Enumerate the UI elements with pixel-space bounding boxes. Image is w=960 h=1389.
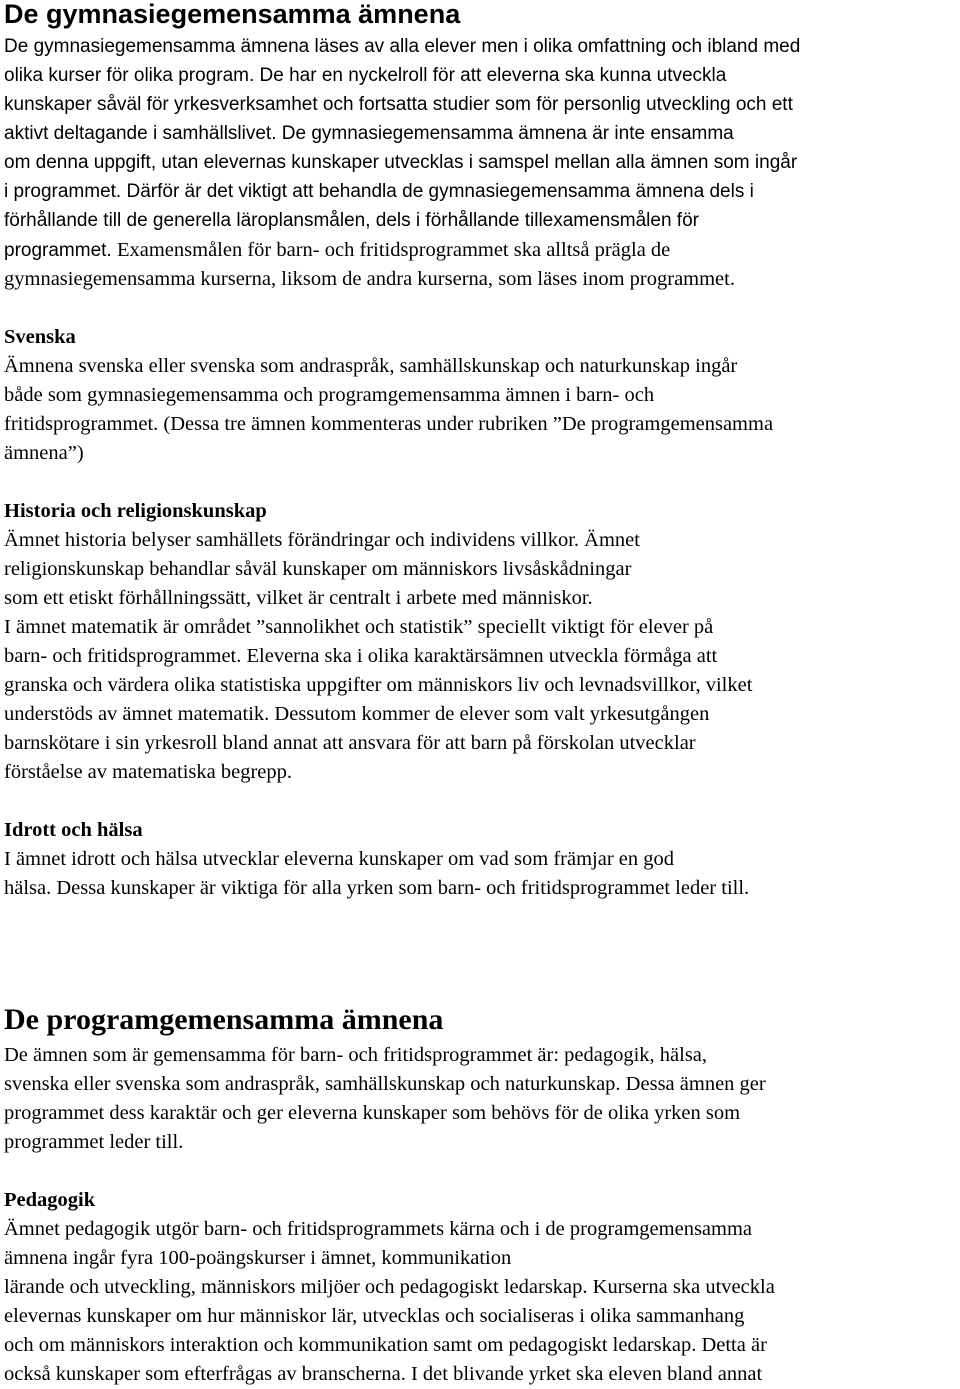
paragraph-line: I ämnet matematik är området ”sannolikhet och statistik” speciellt viktigt för elever på (4, 616, 714, 638)
paragraph-line: som ett etiskt förhållningssätt, vilket är centralt i arbete med människor. (4, 587, 593, 609)
paragraph-line: ämnena ingår fyra 100-poängskurser i ämnet, kommunikation (4, 1247, 512, 1269)
paragraph-line: i programmet. Därför är det viktigt att behandla de gymnasiegemensamma ämnena dels i (4, 181, 754, 202)
paragraph-line: barnskötare i sin yrkesroll bland annat att ansvara för att barn på förskolan utvecklar (4, 732, 696, 754)
paragraph-line: De ämnen som är gemensamma för barn- och fritidsprogrammet är: pedagogik, hälsa, (4, 1044, 708, 1066)
heading-svenska: Svenska (4, 326, 76, 348)
heading-historia: Historia och religionskunskap (4, 500, 267, 522)
paragraph-line: ämnena”) (4, 442, 84, 464)
paragraph-line: granska och värdera olika statistiska uppgifter om människors liv och levnadsvillkor, vilket (4, 674, 753, 696)
paragraph-line: svenska eller svenska som andraspråk, samhällskunskap och naturkunskap. Dessa ämnen ger (4, 1073, 766, 1095)
paragraph-line: barn- och fritidsprogrammet. Eleverna ska i olika karaktärsämnen utveckla förmåga att (4, 645, 718, 667)
paragraph-line (4, 240, 670, 261)
paragraph-line: Ämnena svenska eller svenska som andraspråk, samhällskunskap och naturkunskap ingår (4, 355, 738, 377)
paragraph-line: olika kurser för olika program. De har en nyckelroll för att eleverna ska kunna utveckla (4, 65, 727, 86)
paragraph-line: Ämnet pedagogik utgör barn- och fritidsprogrammets kärna och i de programgemensamma (4, 1218, 753, 1240)
paragraph-line: och om människors interaktion och kommunikation samt om pedagogiskt ledarskap. Detta är (4, 1334, 767, 1356)
paragraph-line: aktivt deltagande i samhällslivet. De gymnasiegemensamma ämnena är inte ensamma (4, 123, 734, 144)
paragraph-line: gymnasiegemensamma kurserna, liksom de andra kurserna, som läses inom programmet. (4, 268, 735, 290)
paragraph-line: både som gymnasiegemensamma och programgemensamma ämnen i barn- och (4, 384, 655, 406)
paragraph-line: fritidsprogrammet. (Dessa tre ämnen kommenteras under rubriken ”De programgemensamma (4, 413, 774, 435)
paragraph-line: kunskaper såväl för yrkesverksamhet och fortsatta studier som för personlig utveckling och ett (4, 94, 793, 115)
heading-idrott: Idrott och hälsa (4, 819, 143, 841)
heading-programgemensamma: De programgemensamma ämnena (4, 1003, 444, 1036)
paragraph-line: programmet leder till. (4, 1131, 184, 1153)
paragraph-line: också kunskaper som efterfrågas av branscherna. I det blivande yrket ska eleven bland annat (4, 1363, 763, 1385)
heading-pedagogik: Pedagogik (4, 1189, 96, 1211)
paragraph-line: Ämnet historia belyser samhällets förändringar och individens villkor. Ämnet (4, 529, 640, 551)
paragraph-line: I ämnet idrott och hälsa utvecklar eleverna kunskaper om vad som främjar en god (4, 848, 674, 870)
paragraph-fragment-serif: Examensmålen för barn- och fritidsprogrammet ska alltså prägla de (116, 239, 671, 261)
paragraph-line: elevernas kunskaper om hur människor lär, utvecklas och socialiseras i olika sammanhang (4, 1305, 745, 1327)
paragraph-line: förståelse av matematiska begrepp. (4, 761, 293, 783)
paragraph-line: lärande och utveckling, människors miljöer och pedagogiskt ledarskap. Kurserna ska utveckla (4, 1276, 775, 1298)
paragraph-line: religionskunskap behandlar såväl kunskaper om människors livsåskådningar (4, 558, 632, 580)
heading-gymnasiegemensamma: De gymnasiegemensamma ämnena (4, 0, 461, 29)
paragraph-line: förhållande till de generella läroplansmålen, dels i förhållande tillexamensmålen för (4, 210, 699, 231)
paragraph-line: De gymnasiegemensamma ämnena läses av alla elever men i olika omfattning och ibland med (4, 36, 801, 57)
paragraph-line: understöds av ämnet matematik. Dessutom kommer de elever som valt yrkesutgången (4, 703, 710, 725)
paragraph-fragment: programmet. (4, 240, 112, 261)
paragraph-line: om denna uppgift, utan elevernas kunskaper utvecklas i samspel mellan alla ämnen som ingår (4, 152, 798, 173)
paragraph-line: hälsa. Dessa kunskaper är viktiga för alla yrken som barn- och fritidsprogrammet leder till. (4, 877, 750, 899)
paragraph-line: programmet dess karaktär och ger eleverna kunskaper som behövs för de olika yrken som (4, 1102, 741, 1124)
